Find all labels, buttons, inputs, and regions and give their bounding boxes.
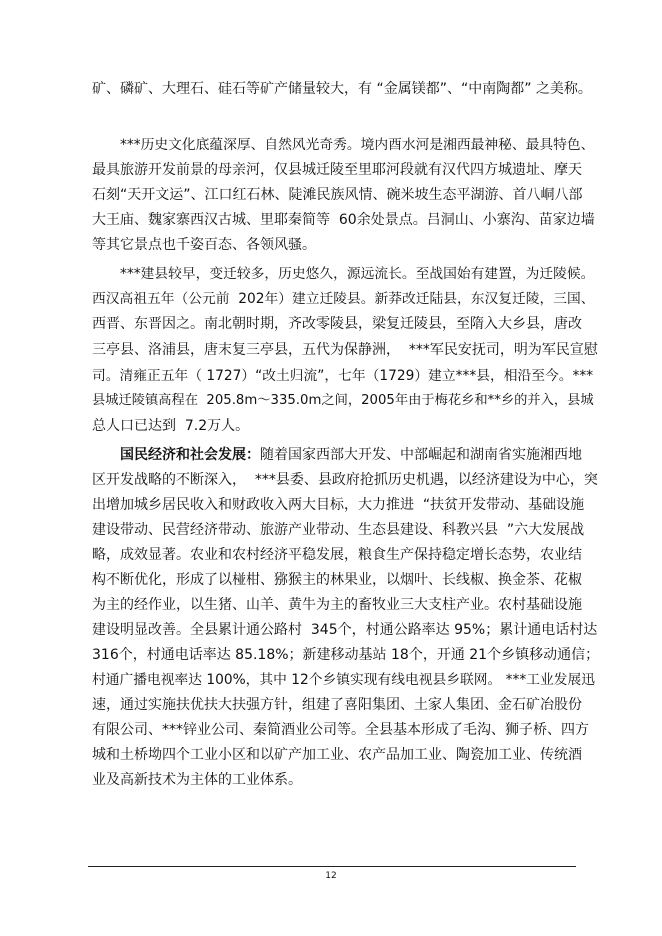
paragraph-3-line-5: 司。清雍正五年（ 1727）“改土归流”，七年（1729）建立***县，相沿至今。*** [92, 368, 594, 384]
paragraph-4-line-5: 略，成效显著。农业和农村经济平稳发展，粮食生产保持稳定增长态势，农业结 [92, 547, 582, 563]
paragraph-4-line-10: 村通广播电视率达 100%，其中 12个乡镇实现有线电视县乡联网。 ***工业发展迅 [92, 672, 596, 688]
paragraph-4-line-7: 为主的经作业，以生猪、山羊、黄牛为主的畜牧业三大支柱产业。农村基础设施 [92, 597, 582, 613]
paragraph-4-line-1 [120, 445, 582, 465]
paragraph-2-line-4: 大王庙、魏家寨西汉古城、里耶秦简等 60余处景点。吕洞山、小寨沟、苗家边墙 [92, 212, 595, 228]
paragraph-4-line-12: 有限公司、***锌业公司、秦简酒业公司等。全县基本形成了毛沟、狮子桥、四方 [92, 722, 589, 738]
paragraph-4-line-8: 建设明显改善。全县累计通公路村 345个，村通公路率达 95%；累计通电话村达 [92, 622, 598, 638]
footer-divider [88, 866, 576, 867]
paragraph-3-line-6: 县城迁陵镇高程在 205.8m～335.0m之间，2005年由于梅花乡和**乡的并入，县城 [92, 393, 594, 408]
paragraph-4-line-9: 316个，村通电话率达 85.18%；新建移动基站 18个，开通 21个乡镇移动通信； [92, 647, 600, 663]
paragraph-3-line-1: ***建县较早，变迁较多，历史悠久，源远流长。至战国始有建置，为迁陵候。 [120, 266, 595, 282]
paragraph-3-line-2: 西汉高祖五年（公元前 202年）建立迁陵县。新莽改迁陆县，东汉复迁陵，三国、 [92, 291, 595, 307]
paragraph-2-line-2: 最具旅游开发前景的母亲河，仅县城迁陵至里耶河段就有汉代四方城遗址、摩天 [92, 162, 582, 178]
paragraph-3-line-3: 西晋、东晋因之。南北朝时期，齐改零陵县，梁复迁陵县，至隋入大乡县，唐改 [92, 316, 582, 332]
paragraph-4-line-11: 速，通过实施扶优扶大扶强方针，组建了喜阳集团、土家人集团、金石矿冶股份 [92, 697, 582, 713]
paragraph-2-line-3: 石刻“天开文运”、江口红石林、陡滩民族风情、碗米坡生态平湖游、首八峒八部 [92, 187, 583, 203]
paragraph-3-line-4: 三亭县、洛浦县，唐末复三亭县，五代为保静洲， ***军民安抚司，明为军民宣慰 [92, 342, 598, 358]
paragraph-4-line-2: 区开发战略的不断深入， ***县委、县政府抢抓历史机遇，以经济建设为中心，突 [92, 472, 598, 488]
paragraph-4-line-6: 构不断优化，形成了以椪柑、猕猴主的林果业，以烟叶、长线椒、换金茶、花椒 [92, 572, 582, 588]
page-number: 12 [325, 871, 337, 881]
paragraph-4-line-3: 出增加城乡居民收入和财政收入两大目标，大力推进 “扶贫开发带动、基础设施 [92, 497, 585, 513]
paragraph-4-line-4: 建设带动、民营经济带动、旅游产业带动、生态县建设、科教兴县 ”六大发展战 [92, 522, 585, 538]
paragraph-2-line-5: 等其它景点也千姿百态、各领风骚。 [92, 237, 316, 253]
paragraph-1-line-1: 矿、磷矿、大理石、硅石等矿产储量较大，有 “金属镁都”、“中南陶都” 之美称。 [92, 81, 592, 97]
paragraph-3-line-7: 总人口已达到 7.2万人。 [92, 418, 250, 434]
section-label: 国民经济和社会发展： [120, 447, 260, 463]
paragraph-4-line-1-text: 随着国家西部大开发、中部崛起和湖南省实施湘西地 [260, 447, 582, 463]
paragraph-4-line-13: 城和土桥坳四个工业小区和以矿产加工业、农产品加工业、陶瓷加工业、传统酒 [92, 747, 582, 763]
paragraph-4-line-14: 业及高新技术为主体的工业体系。 [92, 772, 302, 788]
paragraph-2-line-1: ***历史文化底蕴深厚、自然风光奇秀。境内酉水河是湘西最神秘、最具特色、 [120, 137, 595, 153]
